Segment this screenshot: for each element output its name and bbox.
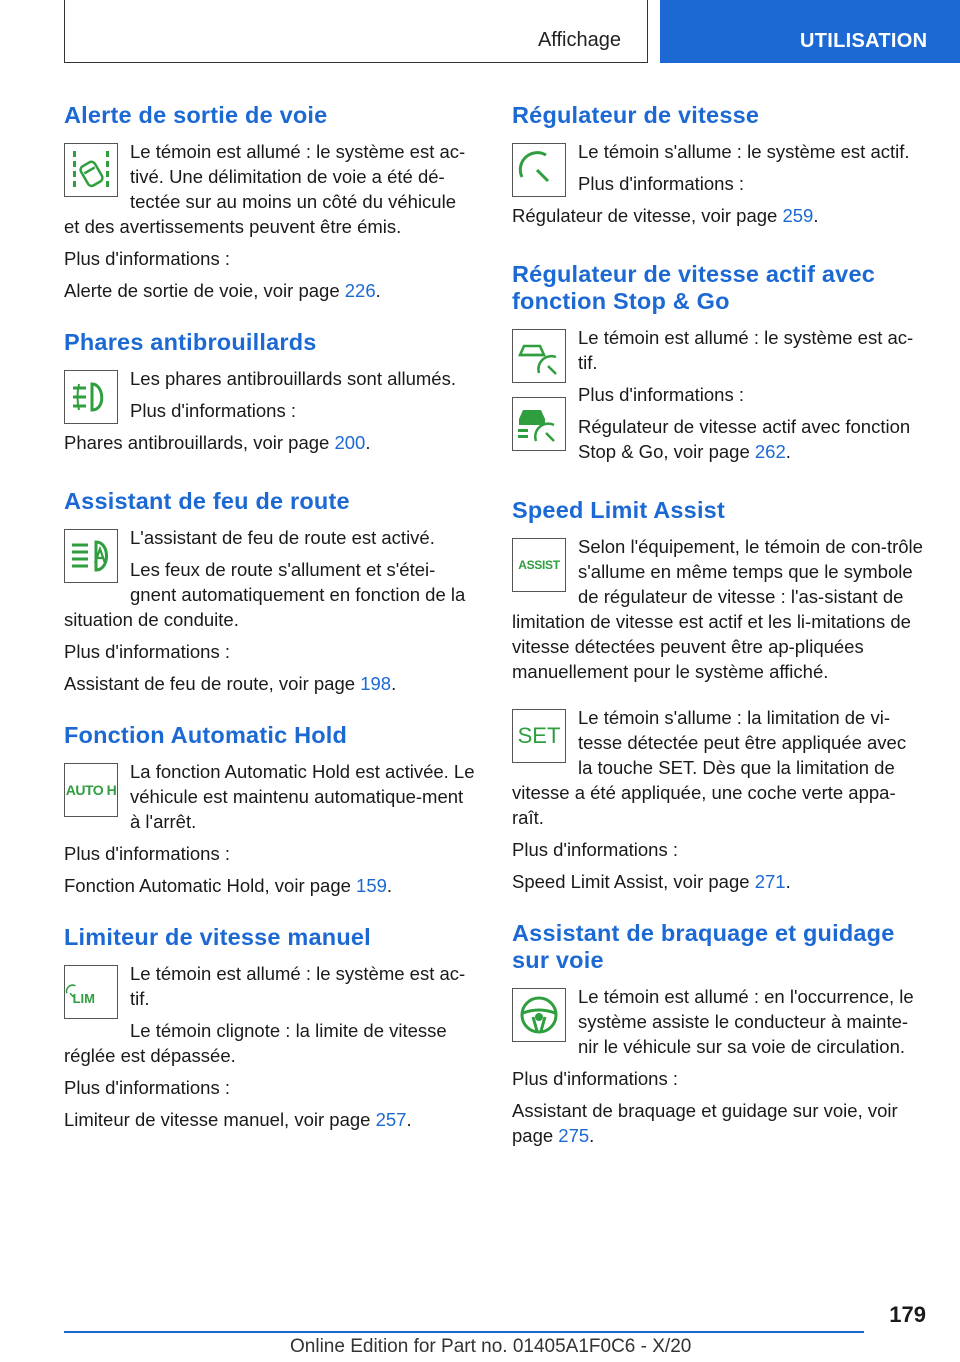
paragraph: Plus d'informations : [578,384,744,405]
reference-text: Speed Limit Assist, voir page [512,871,755,892]
paragraph: Plus d'informations : [64,1077,230,1098]
page-link[interactable]: 259 [782,205,814,226]
reference-text: Assistant de feu de route, voir page [64,673,361,694]
right-column [512,102,924,1174]
paragraph: Le témoin est allumé : le système est ac-tif. [578,327,914,373]
page-reference: Phares antibrouillards, voir page 200. [64,432,371,453]
page-link[interactable]: 262 [754,441,786,462]
paragraph: Plus d'informations : [578,173,744,194]
section-title: Assistant de braquage et guidage sur voie [512,920,895,973]
section-high-beam-assistant [64,488,476,696]
reference-text: Alerte de sortie de voie, voir page [64,280,345,301]
lane-departure-icon [64,143,118,197]
section-title: Limiteur de vitesse manuel [64,924,371,950]
left-column [64,102,476,1158]
auto-hold-icon-text: AUTO H [65,782,117,798]
page-reference: Limiteur de vitesse manuel, voir page 257. [64,1109,412,1130]
set-icon [512,709,566,763]
fog-light-icon [64,370,118,424]
speed-limiter-icon-text: LIM [72,990,95,1006]
page-reference: Fonction Automatic Hold, voir page 159. [64,875,393,896]
header-chapter-tab [660,0,960,63]
reference-text: Fonction Automatic Hold, voir page [64,875,357,896]
active-cruise-control-vehicle-detected-icon [512,397,566,451]
page-reference: Speed Limit Assist, voir page 271. [512,871,791,892]
section-speed-limit-assist [512,497,924,894]
reference-text: Régulateur de vitesse, voir page [512,205,783,226]
section-title: Phares antibrouillards [64,329,317,355]
paragraph: Le témoin clignote : la limite de vitesse réglée est dépassée. [64,1020,447,1066]
page-link[interactable]: 271 [754,871,786,892]
active-cruise-control-icon [512,329,566,383]
auto-hold-icon [64,763,118,817]
assist-icon-text: ASSIST [518,558,560,572]
page-link[interactable]: 200 [334,432,366,453]
section-cruise-control [512,102,924,235]
page-link[interactable]: 226 [344,280,376,301]
paragraph: Plus d'informations : [64,843,230,864]
paragraph: Selon l'équipement, le témoin de con-trôle s'allume en même temps que le symbole de régulateur de vitesse : l'as-sistant de limitation de vitesse est actif et les li-mitations de vitesse détectées peuvent être ap-pliquées manuellement pour le système affiché. [512,536,923,682]
paragraph: Plus d'informations : [512,1068,678,1089]
paragraph: Le témoin s'allume : la limitation de vi-tesse détectée peut être appliquée avec la touche SET. Dès que la limitation de vitesse a été appliquée, une coche verte appa-raît. [512,707,907,828]
header-chapter-title: UTILISATION [800,30,928,52]
section-title: Fonction Automatic Hold [64,722,348,748]
paragraph: Plus d'informations : [512,839,678,860]
steering-wheel-icon [512,988,566,1042]
paragraph: Plus d'informations : [130,400,296,421]
page-reference: Régulateur de vitesse, voir page 259. [512,205,819,226]
paragraph: Les feux de route s'allument et s'étei-gnent automatiquement en fonction de la situation de conduite. [64,559,466,630]
section-active-cruise-control [512,261,924,471]
paragraph: Plus d'informations : [64,248,230,269]
section-automatic-hold [64,722,476,898]
section-steering-lane-guidance [512,920,924,1148]
paragraph: L'assistant de feu de route est activé. [130,527,435,548]
page-reference: Alerte de sortie de voie, voir page 226. [64,280,381,301]
page-reference: Régulateur de vitesse actif avec fonction Stop & Go, voir page 262. [578,416,911,462]
icon-stack [512,325,578,453]
section-title: Assistant de feu de route [64,488,350,514]
section-manual-speed-limiter [64,924,476,1132]
page-link[interactable]: 257 [375,1109,407,1130]
page-link[interactable]: 198 [360,673,392,694]
page-link[interactable]: 275 [558,1125,590,1146]
section-title: Alerte de sortie de voie [64,102,328,128]
paragraph: Le témoin est allumé : en l'occurrence, le système assiste le conducteur à mainte-nir le véhicule sur sa voie de circulation. [578,986,914,1057]
edition-footer: Online Edition for Part no. 01405A1F0C6 - X/20 [290,1336,692,1357]
high-beam-assistant-icon [64,529,118,583]
paragraph: Le témoin est allumé : le système est ac-tivé. Une délimitation de voie a été dé-tectée sur au moins un côté du véhicule et des avertissements peuvent être émis. [64,141,466,237]
page-reference: Assistant de braquage et guidage sur voie, voir page 275. [512,1100,898,1146]
section-fog-lights [64,329,476,462]
set-icon-text: SET [517,723,561,748]
paragraph: La fonction Automatic Hold est activée. Le véhicule est maintenu automatique-ment à l'arrêt. [130,761,475,832]
section-title: Régulateur de vitesse actif avec fonction Stop & Go [512,261,875,314]
page-number: 179 [889,1302,926,1327]
speed-limiter-icon [64,965,118,1019]
page-link[interactable]: 159 [356,875,387,896]
paragraph: Le témoin s'allume : le système est actif. [578,141,910,162]
cruise-control-icon [512,143,566,197]
paragraph: Le témoin est allumé : le système est ac-tif. [130,963,466,1009]
section-lane-departure [64,102,476,303]
section-title: Régulateur de vitesse [512,102,760,128]
section-title: Speed Limit Assist [512,497,725,523]
page-reference: Assistant de feu de route, voir page 198. [64,673,397,694]
header-section-box [64,0,648,63]
paragraph: Plus d'informations : [64,641,230,662]
reference-text: Phares antibrouillards, voir page [64,432,335,453]
header-section-title: Affichage [537,29,621,51]
reference-text: Régulateur de vitesse actif avec fonction Stop & Go, voir page [578,416,911,462]
reference-text: Limiteur de vitesse manuel, voir page [64,1109,376,1130]
footer-divider [64,1331,864,1333]
reference-text: Assistant de braquage et guidage sur voie, voir page [512,1100,898,1146]
paragraph: Les phares antibrouillards sont allumés. [130,368,456,389]
speed-limit-assist-icon [512,538,566,592]
